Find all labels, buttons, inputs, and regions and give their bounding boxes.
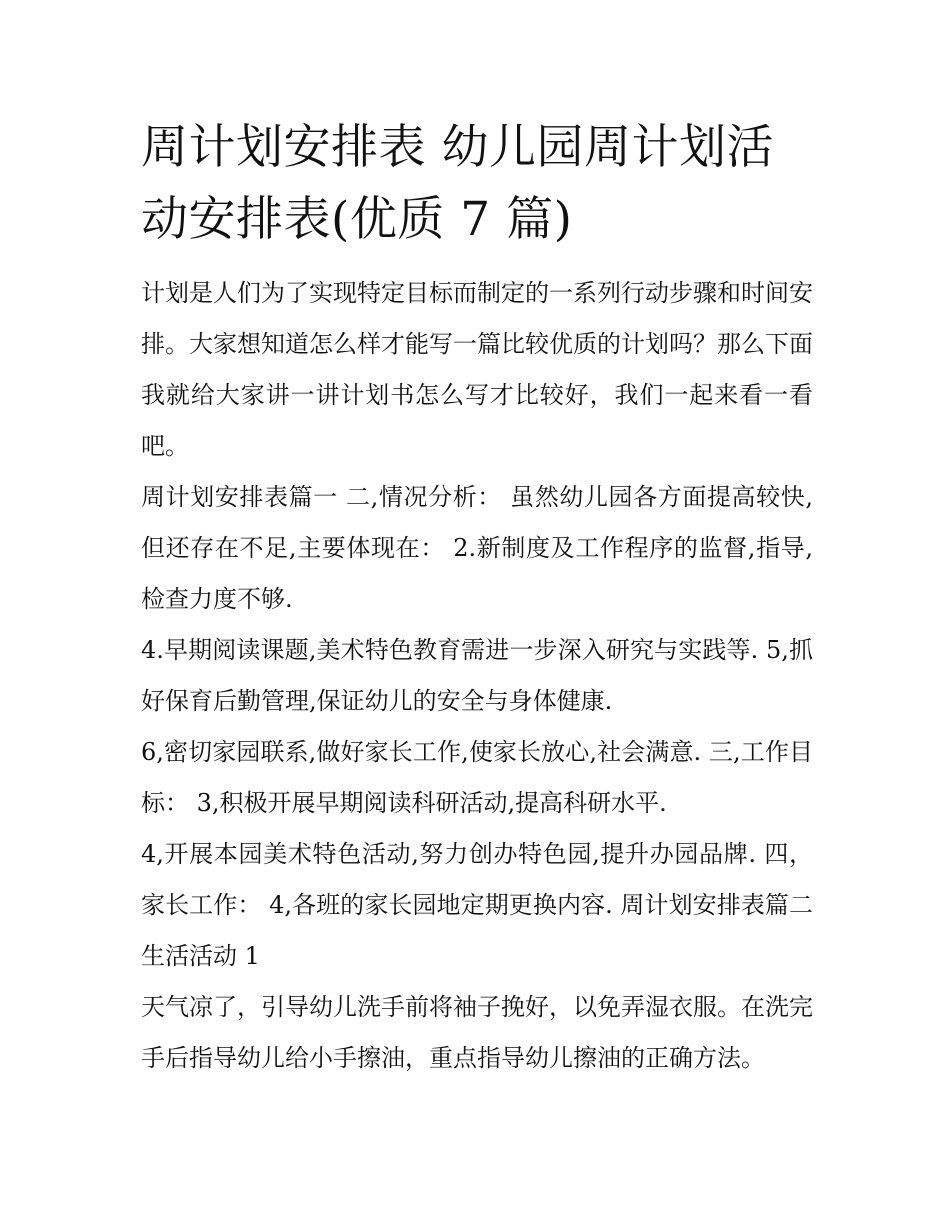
document-page — [141, 112, 813, 1084]
paragraph-analysis: 周计划安排表篇一 二,情况分析： 虽然幼儿园各方面提高较快,但还存在不足,主要体现在： 2.新制度及工作程序的监督,指导,检查力度不够. — [141, 483, 813, 613]
paragraph-intro: 计划是人们为了实现特定目标而制定的一系列行动步骤和时间安排。大家想知道怎么样才能写一篇比较优质的计划吗？那么下面我就给大家讲一讲计划书怎么写才比较好，我们一起来看一看吧。 — [141, 279, 813, 460]
paragraph-daily-life: 天气凉了，引导幼儿洗手前将袖子挽好，以免弄湿衣服。在洗完手后指导幼儿给小手擦油，重点指导幼儿擦油的正确方法。 — [141, 993, 813, 1072]
paragraph-research: 4.早期阅读课题,美术特色教育需进一步深入研究与实践等. 5,抓好保育后勤管理,保证幼儿的安全与身体健康. — [141, 636, 813, 715]
paragraph-goals: 6,密切家园联系,做好家长工作,使家长放心,社会满意. 三,工作目标： 3,积极开展早期阅读科研活动,提高科研水平. — [141, 738, 813, 817]
paragraph-parent-work: 4,开展本园美术特色活动,努力创办特色园,提升办园品牌. 四，家长工作： 4,各班的家长园地定期更换内容. 周计划安排表篇二 生活活动 1 — [141, 840, 813, 970]
document-title: 周计划安排表 幼儿园周计划活动安排表(优质 7 篇) — [141, 120, 774, 247]
